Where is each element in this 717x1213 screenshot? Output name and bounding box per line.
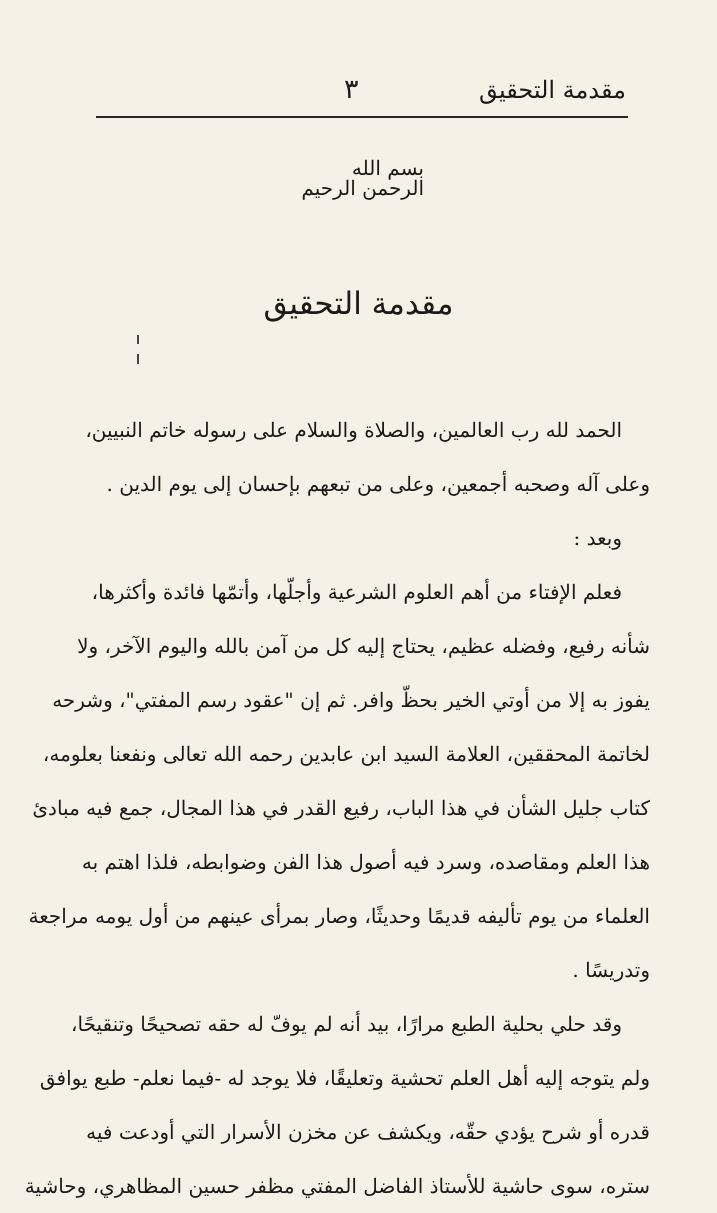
text-line: شأنه رفيع، وفضله عظيم، يحتاج إليه كل من آمن بالله واليوم الآخر، ولا (77, 634, 650, 658)
body-text (24, 403, 650, 1213)
text-line: كتاب جليل الشأن في هذا الباب، رفيع القدر في هذا المجال، جمع فيه مبادئ (32, 796, 650, 820)
text-line: وعلى آله وصحبه أجمعين، وعلى من تبعهم بإحسان إلى يوم الدين . (106, 472, 650, 496)
text-line: ولم يتوجه إليه أهل العلم تحشية وتعليقًا، فلا يوجد له -فيما نعلم- طبع يوافق (39, 1066, 650, 1090)
running-header (96, 70, 626, 116)
basmala-calligraphy (300, 150, 424, 206)
text-line: العلماء من يوم تأليفه قديمًا وحديثًا، وصار بمرأى عينهم من أول يومه مراجعة (28, 904, 650, 928)
text-line: وقد حلي بحلية الطبع مرارًا، بيد أنه لم يوفّ له حقه تصحيحًا وتنقيحًا، (71, 1012, 622, 1036)
margin-mark (137, 335, 139, 344)
basmala-text: بسم الله الرحمن الرحيم (301, 156, 424, 200)
text-line: الحمد لله رب العالمين، والصلاة والسلام على رسوله خاتم النبيين، (85, 418, 622, 442)
text-line: هذا العلم ومقاصده، وسرد فيه أصول هذا الفن وضوابطه، فلذا اهتم به (81, 850, 650, 874)
text-line: لخاتمة المحققين، العلامة السيد ابن عابدين رحمه الله تعالى ونفعنا بعلومه، (42, 742, 650, 766)
text-line: ستره، سوى حاشية للأستاذ الفاضل المفتي مظفر حسين المظاهري، وحاشية (24, 1174, 650, 1198)
text-line: قدره أو شرح يؤدي حقّه، ويكشف عن مخزن الأسرار التي أودعت فيه (86, 1120, 650, 1144)
section-title: مقدمة التحقيق (263, 286, 454, 322)
page-number: ٣ (344, 74, 359, 105)
text-line: فعلم الإفتاء من أهم العلوم الشرعية وأجلّها، وأتمّها فائدة وأكثرها، (91, 580, 622, 604)
text-line: وبعد : (573, 526, 622, 550)
margin-mark (137, 354, 139, 364)
text-line: يفوز به إلا من أوتي الخير بحظّ وافر. ثم إن "عقود رسم المفتي"، وشرحه (52, 688, 650, 712)
header-title: مقدمة التحقيق (478, 76, 626, 104)
text-line: وتدريسًا . (572, 958, 650, 982)
header-rule (96, 116, 628, 118)
